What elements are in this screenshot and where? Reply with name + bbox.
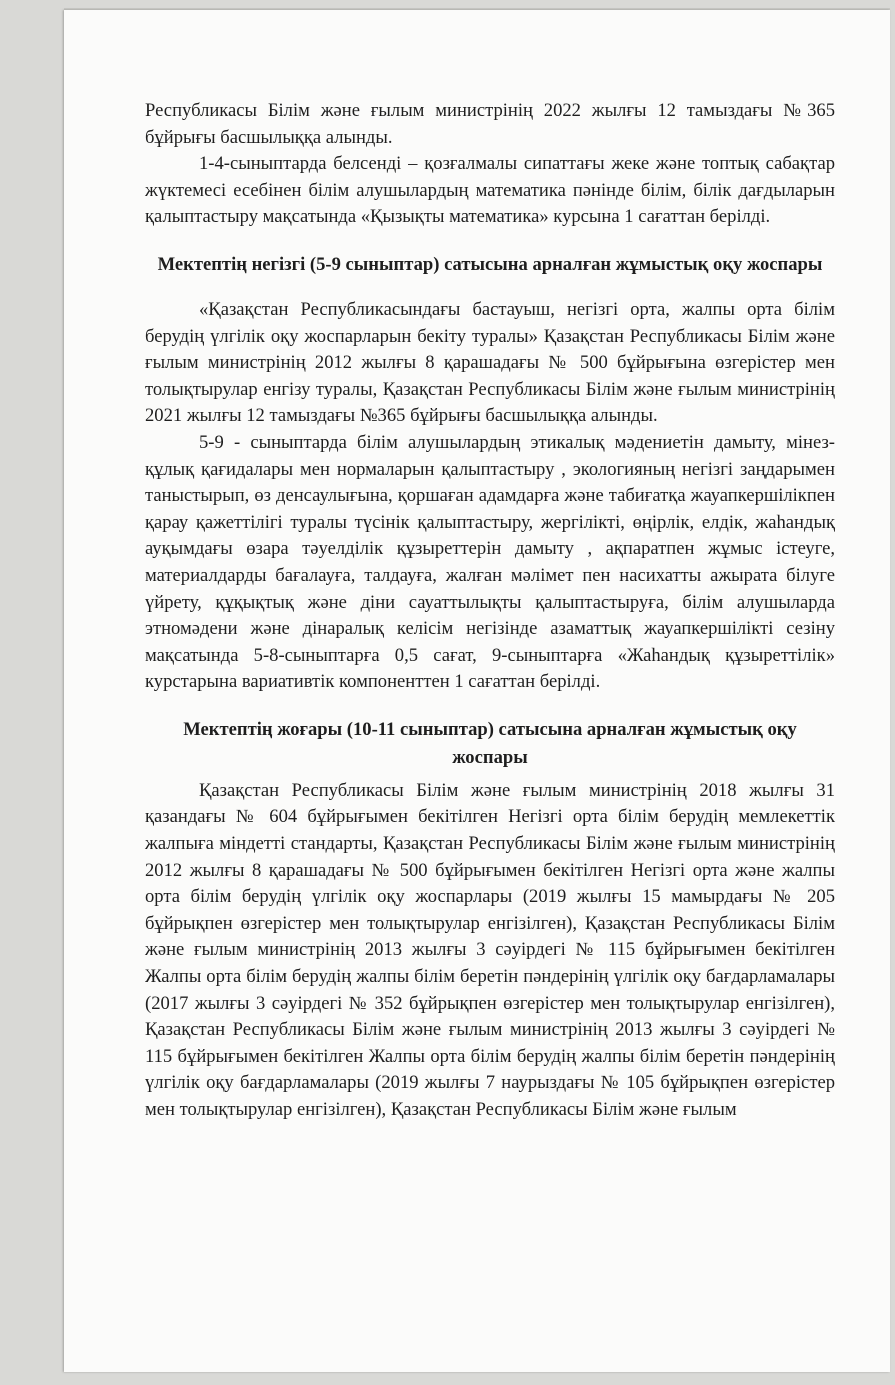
paragraph-basic-grades: 5-9 - сыныптарда білім алушылардың этикалық мәдениетін дамыту, мінез-құлық қағидалары мен нормаларын қалыптастыру , экологияның негізгі заңдарымен таныстырып, өз денсаулығына, қоршаған адамдарға және табиғатқа жауапкершілікпен қарау қажеттілігі туралы түсінік қалыптастыру, жергілікті, өңірлік, елдік, жаһандық ауқымдағы өзара тәуелділік құзыреттерін дамыту , ақпаратпен жұмыс істеуге, материалдарды бағалауға, талдауға, жалған мәлімет пен насихатты ажырата білуге үйрету, құқықтық және діни сауаттылықты қалыптастыруға, білім алушыларда этномәдени және дінаралық келісім негізінде азаматтық жауапкершілікті сезіну мақсатында 5-8-сыныптарға 0,5 сағат, 9-сыныптарға «Жаһандық құзыреттілік» курстарына вариативтік компоненттен 1 сағаттан берілді. (145, 431, 835, 693)
document-body (145, 98, 835, 1124)
paragraph-continuation: Республикасы Білім және ғылым министрінің 2022 жылғы 12 тамыздағы №365 бұйрығы басшылыққа алынды. (145, 100, 835, 148)
paragraph-upper-standards: Қазақстан Республикасы Білім және ғылым министрінің 2018 жылғы 31 қазандағы № 604 бұйрығымен бекітілген Негізгі орта білім берудің мемлекеттік жалпыға міндетті стандарты, Қазақстан Республикасы Білім және ғылым министрінің 2012 жылғы 8 қарашадағы № 500 бұйрығымен бекітілген Негізгі орта және жалпы орта білім берудің үлгілік оқу жоспарлары (2019 жылғы 15 мамырдағы № 205 бұйрықпен өзгерістер мен толықтырулар енгізілген), Қазақстан Республикасы Білім және ғылым министрінің 2013 жылғы 3 сәуірдегі № 115 бұйрығымен бекітілген Жалпы орта білім берудің жалпы білім беретін пәндерінің үлгілік оқу бағдарламалары (2017 жылғы 3 сәуірдегі № 352 бұйрықпен өзгерістер мен толықтырулар енгізілген), Қазақстан Республикасы Білім және ғылым министрінің 2013 жылғы 3 сәуірдегі № 115 бұйрығымен бекітілген Жалпы орта білім берудің жалпы білім беретін пәндерінің үлгілік оқу бағдарламалары (2019 жылғы 7 наурыздағы № 105 бұйрықпен өзгерістер мен толықтырулар енгізілген), Қазақстан Республикасы Білім және ғылым (145, 779, 835, 1120)
paragraph-basic-order: «Қазақстан Республикасындағы бастауыш, негізгі орта, жалпы орта білім берудің үлгілік оқу жоспарларын бекіту туралы» Қазақстан Республикасы Білім және ғылым министрінің 2012 жылғы 8 қарашадағы № 500 бұйрығына өзгерістер мен толықтырулар енгізу туралы, Қазақстан Республикасы Білім және ғылым министрінің 2021 жылғы 12 тамыздағы №365 бұйрығы басшылыққа алынды. (145, 298, 835, 427)
heading-upper-level: Мектептің жоғары (10-11 сыныптар) сатысына арналған жұмыстық оқу жоспары (183, 718, 797, 768)
paragraph-primary-grades: 1-4-сыныптарда белсенді – қозғалмалы сипаттағы жеке және топтық сабақтар жүктемесі есебінен білім алушылардың математика пәнінде білім, білік дағдыларын қалыптастыру мақсатында «Қызықты математика» курсына 1 сағаттан берілді. (145, 153, 835, 228)
heading-basic-level: Мектептің негізгі (5-9 сыныптар) сатысына арналған жұмыстық оқу жоспары (157, 253, 823, 275)
